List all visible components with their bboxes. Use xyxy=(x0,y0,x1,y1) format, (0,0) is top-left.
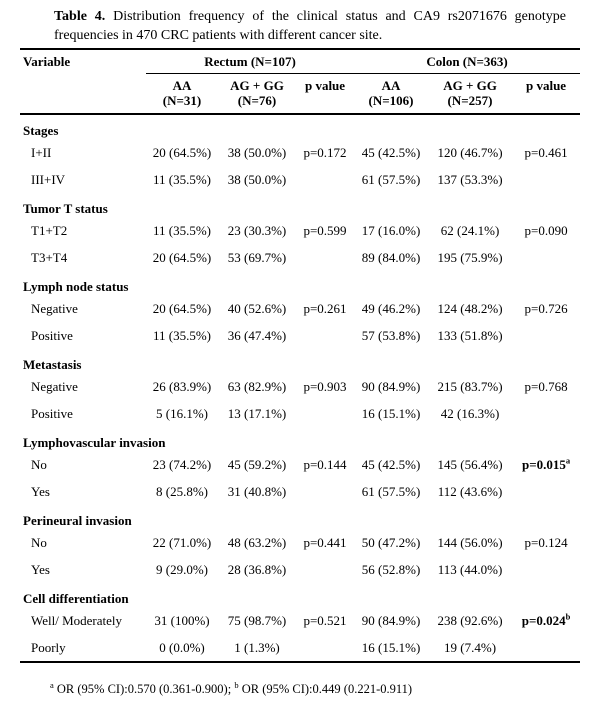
cell-value: 5 (16.1%) xyxy=(156,406,208,421)
cell-value: p=0.441 xyxy=(303,535,347,550)
cell-value: 45 (42.5%) xyxy=(361,145,421,160)
cell-value: 62 (24.1%) xyxy=(440,223,500,238)
cell-value: 56 (52.8%) xyxy=(361,562,421,577)
data-table xyxy=(20,48,580,663)
row-label: Positive xyxy=(31,406,73,421)
table-body xyxy=(20,114,580,662)
section-header-row xyxy=(20,193,580,217)
cell-value: 13 (17.1%) xyxy=(227,406,287,421)
cell-value: p=0.261 xyxy=(303,301,347,316)
cell-value xyxy=(512,607,580,634)
cell-value xyxy=(296,400,354,427)
column-header-ag-gg-rectum: AG + GG (N=76) xyxy=(218,74,296,115)
row-label: Negative xyxy=(31,301,78,316)
cell-value xyxy=(512,166,580,193)
cell-value xyxy=(296,322,354,349)
cell-value: 53 (69.7%) xyxy=(227,250,287,265)
cell-value: 63 (82.9%) xyxy=(227,379,287,394)
cell-value: p=0.521 xyxy=(303,613,347,628)
cell-value: 23 (30.3%) xyxy=(227,223,287,238)
cell-value: 61 (57.5%) xyxy=(361,484,421,499)
cell-value: 17 (16.0%) xyxy=(361,223,421,238)
cell-value: 238 (92.6%) xyxy=(437,613,503,628)
cell-value: 89 (84.0%) xyxy=(361,250,421,265)
row-label: I+II xyxy=(31,145,52,160)
cell-value: 40 (52.6%) xyxy=(227,301,287,316)
column-header-variable: Variable xyxy=(23,54,71,69)
cell-value xyxy=(296,556,354,583)
footnote-text-b: OR (95% CI):0.449 (0.221-0.911) xyxy=(241,682,413,696)
cell-value: 215 (83.7%) xyxy=(437,379,503,394)
cell-value: 0 (0.0%) xyxy=(159,640,205,655)
p-value-text: p=0.015 xyxy=(521,457,566,472)
cell-value: 145 (56.4%) xyxy=(437,457,503,472)
table-row xyxy=(20,529,580,556)
cell-value: 50 (47.2%) xyxy=(361,535,421,550)
cell-value: p=0.461 xyxy=(524,145,568,160)
column-header-aa-colon: AA (N=106) xyxy=(354,74,428,115)
cell-value: 120 (46.7%) xyxy=(437,145,503,160)
table-row xyxy=(20,217,580,244)
section-label: Perineural invasion xyxy=(23,513,132,528)
section-label: Lymph node status xyxy=(23,279,129,294)
table-caption xyxy=(20,8,580,45)
section-label: Metastasis xyxy=(23,357,82,372)
table-row xyxy=(20,373,580,400)
table-header xyxy=(20,49,580,114)
table-caption-text: Distribution frequency of the clinical status and CA9 rs2071676 genotype frequencies in 470 CRC patients with different cancer site. xyxy=(54,9,566,43)
cell-value xyxy=(512,322,580,349)
table-row xyxy=(20,556,580,583)
cell-value: p=0.172 xyxy=(303,145,347,160)
column-header-ag-gg-colon: AG + GG (N=257) xyxy=(428,74,512,115)
row-label: Well/ Moderately xyxy=(31,613,123,628)
section-header-row xyxy=(20,114,580,139)
cell-value: 38 (50.0%) xyxy=(227,145,287,160)
cell-value: 26 (83.9%) xyxy=(152,379,212,394)
sub-header-row xyxy=(20,74,580,115)
footnote-marker-a: a xyxy=(50,679,54,690)
table-row xyxy=(20,634,580,662)
row-label: III+IV xyxy=(31,172,66,187)
cell-value: 9 (29.0%) xyxy=(156,562,208,577)
cell-value: 90 (84.9%) xyxy=(361,613,421,628)
section-header-row xyxy=(20,271,580,295)
cell-value: 1 (1.3%) xyxy=(234,640,280,655)
row-label: Yes xyxy=(31,562,50,577)
column-header-aa-rectum: AA (N=31) xyxy=(146,74,218,115)
table-row xyxy=(20,295,580,322)
footnote xyxy=(20,681,580,697)
cell-value: 133 (51.8%) xyxy=(437,328,503,343)
section-label: Lymphovascular invasion xyxy=(23,435,166,450)
section-header-row xyxy=(20,349,580,373)
row-label: Positive xyxy=(31,328,73,343)
cell-value: 20 (64.5%) xyxy=(152,250,212,265)
cell-value: 75 (98.7%) xyxy=(227,613,287,628)
cell-value: 90 (84.9%) xyxy=(361,379,421,394)
cell-value: p=0.124 xyxy=(524,535,568,550)
cell-value xyxy=(512,478,580,505)
p-value-superscript: a xyxy=(565,455,571,466)
table-row xyxy=(20,244,580,271)
table-row xyxy=(20,139,580,166)
cell-value xyxy=(512,634,580,662)
cell-value: 11 (35.5%) xyxy=(152,328,211,343)
cell-value: 28 (36.8%) xyxy=(227,562,287,577)
table-row xyxy=(20,166,580,193)
cell-value xyxy=(512,400,580,427)
p-value-text: p=0.024 xyxy=(521,613,566,628)
section-header-row xyxy=(20,427,580,451)
cell-value: 19 (7.4%) xyxy=(444,640,497,655)
cell-value: 38 (50.0%) xyxy=(227,172,287,187)
cell-value: p=0.768 xyxy=(524,379,568,394)
cell-value: 124 (48.2%) xyxy=(437,301,503,316)
row-label: Yes xyxy=(31,484,50,499)
cell-value: 8 (25.8%) xyxy=(156,484,208,499)
table-row xyxy=(20,478,580,505)
cell-value: p=0.090 xyxy=(524,223,568,238)
row-label: No xyxy=(31,535,47,550)
row-label: T3+T4 xyxy=(31,250,68,265)
section-header-row xyxy=(20,505,580,529)
cell-value: 45 (59.2%) xyxy=(227,457,287,472)
cell-value: 20 (64.5%) xyxy=(152,145,212,160)
cell-value: 112 (43.6%) xyxy=(437,484,503,499)
cell-value: p=0.903 xyxy=(303,379,347,394)
row-label: T1+T2 xyxy=(31,223,68,238)
table-row xyxy=(20,322,580,349)
cell-value: 31 (100%) xyxy=(154,613,210,628)
row-label: No xyxy=(31,457,47,472)
table-row xyxy=(20,451,580,478)
cell-value: 113 (44.0%) xyxy=(437,562,503,577)
row-label: Poorly xyxy=(31,640,66,655)
cell-value xyxy=(512,451,580,478)
section-header-row xyxy=(20,583,580,607)
cell-value: 23 (74.2%) xyxy=(152,457,212,472)
cell-value xyxy=(296,166,354,193)
column-group-colon: Colon (N=363) xyxy=(354,49,580,74)
cell-value xyxy=(296,244,354,271)
cell-value xyxy=(512,244,580,271)
table-caption-number: Table 4. xyxy=(54,9,106,24)
column-header-spacer xyxy=(20,74,146,115)
cell-value: 22 (71.0%) xyxy=(152,535,212,550)
column-group-rectum: Rectum (N=107) xyxy=(146,49,354,74)
cell-value: 11 (35.5%) xyxy=(152,172,211,187)
cell-value: 195 (75.9%) xyxy=(437,250,503,265)
cell-value: p=0.599 xyxy=(303,223,347,238)
cell-value xyxy=(296,478,354,505)
cell-value: 144 (56.0%) xyxy=(437,535,503,550)
column-header-pvalue-colon: p value xyxy=(512,74,580,115)
cell-value: 36 (47.4%) xyxy=(227,328,287,343)
cell-value: p=0.144 xyxy=(303,457,347,472)
section-label: Stages xyxy=(23,123,59,138)
table-row xyxy=(20,400,580,427)
cell-value: 31 (40.8%) xyxy=(227,484,287,499)
table-row xyxy=(20,607,580,634)
cell-value: 20 (64.5%) xyxy=(152,301,212,316)
cell-value: 57 (53.8%) xyxy=(361,328,421,343)
cell-value: 11 (35.5%) xyxy=(152,223,211,238)
section-label: Tumor T status xyxy=(23,201,108,216)
footnote-marker-b: b xyxy=(234,679,239,690)
cell-value: 49 (46.2%) xyxy=(361,301,421,316)
cell-value: 61 (57.5%) xyxy=(361,172,421,187)
cell-value: p=0.726 xyxy=(524,301,568,316)
cell-value xyxy=(512,556,580,583)
p-value-superscript: b xyxy=(565,611,571,622)
cell-value: 48 (63.2%) xyxy=(227,535,287,550)
footnote-text-a: OR (95% CI):0.570 (0.361-0.900); xyxy=(56,682,235,696)
cell-value: 137 (53.3%) xyxy=(437,172,503,187)
section-label: Cell differentiation xyxy=(23,591,129,606)
cell-value: 16 (15.1%) xyxy=(361,406,421,421)
cell-value: 45 (42.5%) xyxy=(361,457,421,472)
column-header-pvalue-rectum: p value xyxy=(296,74,354,115)
cell-value: 16 (15.1%) xyxy=(361,640,421,655)
cell-value xyxy=(296,634,354,662)
cell-value: 42 (16.3%) xyxy=(440,406,500,421)
row-label: Negative xyxy=(31,379,78,394)
group-header-row xyxy=(20,49,580,74)
